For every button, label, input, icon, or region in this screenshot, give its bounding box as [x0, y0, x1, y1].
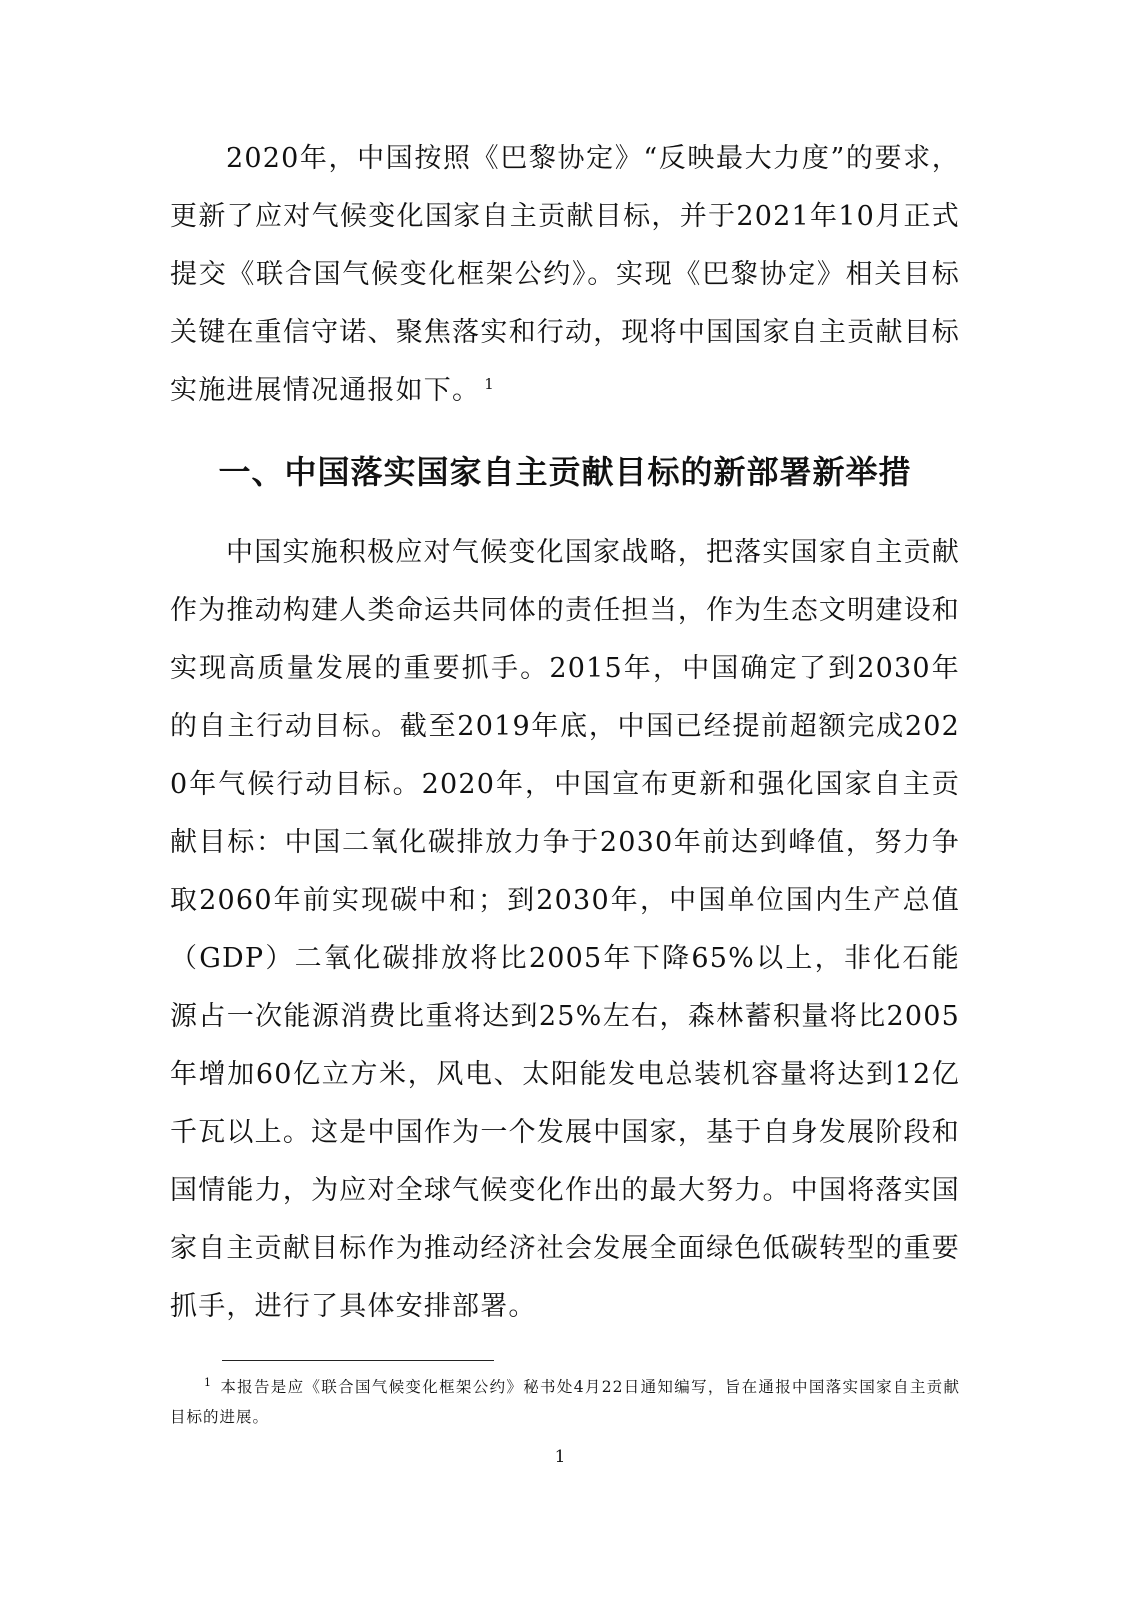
footnote	[170, 1372, 960, 1432]
intro-paragraph	[170, 130, 960, 420]
intro-paragraph-text: 2020年，中国按照《巴黎协定》“反映最大力度”的要求，更新了应对气候变化国家自主贡献目标，并于2021年10月正式提交《联合国气候变化框架公约》。实现《巴黎协定》相关目标关键在重信守诺、聚焦落实和行动，现将中国国家自主贡献目标实施进展情况通报如下。	[170, 143, 960, 406]
footnote-reference[interactable]: 1	[484, 375, 495, 393]
footnote-text: 本报告是应《联合国气候变化框架公约》秘书处4月22日通知编写，旨在通报中国落实国家自主贡献目标的进展。	[170, 1378, 960, 1426]
footnote-divider	[222, 1360, 494, 1361]
page-number: 1	[554, 1447, 566, 1467]
section-paragraph: 中国实施积极应对气候变化国家战略，把落实国家自主贡献作为推动构建人类命运共同体的责任担当，作为生态文明建设和实现高质量发展的重要抓手。2015年，中国确定了到2030年的自主行动目标。截至2019年底，中国已经提前超额完成2020年气候行动目标。2020年，中国宣布更新和强化国家自主贡献目标：中国二氧化碳排放力争于2030年前达到峰值，努力争取2060年前实现碳中和；到2030年，中国单位国内生产总值（GDP）二氧化碳排放将比2005年下降65%以上，非化石能源占一次能源消费比重将达到25%左右，森林蓄积量将比2005年增加60亿立方米，风电、太阳能发电总装机容量将达到12亿千瓦以上。这是中国作为一个发展中国家，基于自身发展阶段和国情能力，为应对全球气候变化作出的最大努力。中国将落实国家自主贡献目标作为推动经济社会发展全面绿色低碳转型的重要抓手，进行了具体安排部署。	[170, 537, 960, 1322]
body-content	[170, 130, 960, 1336]
section-heading: 一、中国落实国家自主贡献目标的新部署新举措	[218, 453, 912, 491]
footnote-marker: 1	[204, 1375, 212, 1389]
